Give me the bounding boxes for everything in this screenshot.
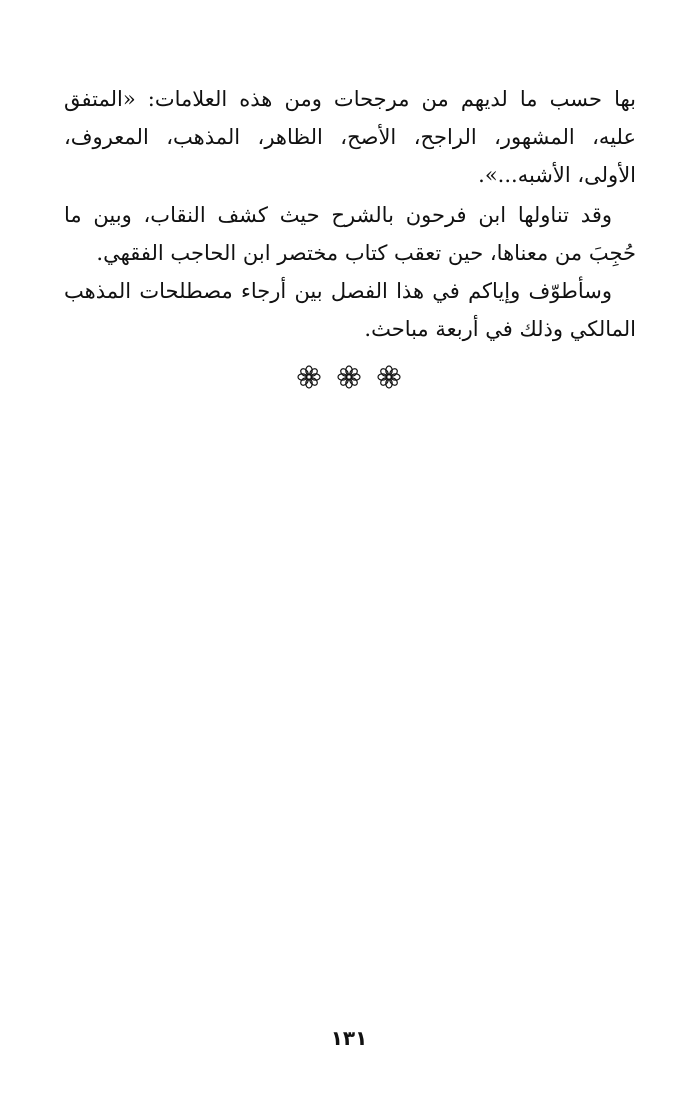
paragraph-chapter-intro: وسأطوّف وإياكم في هذا الفصل بين أرجاء مصطلحات المذهب المالكي وذلك في أربعة مباحث. xyxy=(64,279,636,341)
paragraph-continuation: بها حسب ما لديهم من مرجحات ومن هذه العلامات: «المتفق عليه، المشهور، الراجح، الأصح، الظاهر، المذهب، المعروف، الأولى، الأشبه...». xyxy=(64,87,636,187)
flower-ornament-icon xyxy=(376,364,402,390)
page-number: ١٣١ xyxy=(330,1026,368,1050)
flower-ornament-icon xyxy=(336,364,362,390)
paragraph-ibn-farhun: وقد تناولها ابن فرحون بالشرح حيث كشف النقاب، وبين ما حُجِبَ من معناها، حين تعقب كتاب مختصر ابن الحاجب الفقهي. xyxy=(64,203,636,265)
flower-ornament-icon xyxy=(296,364,322,390)
section-divider-ornaments xyxy=(0,364,698,390)
